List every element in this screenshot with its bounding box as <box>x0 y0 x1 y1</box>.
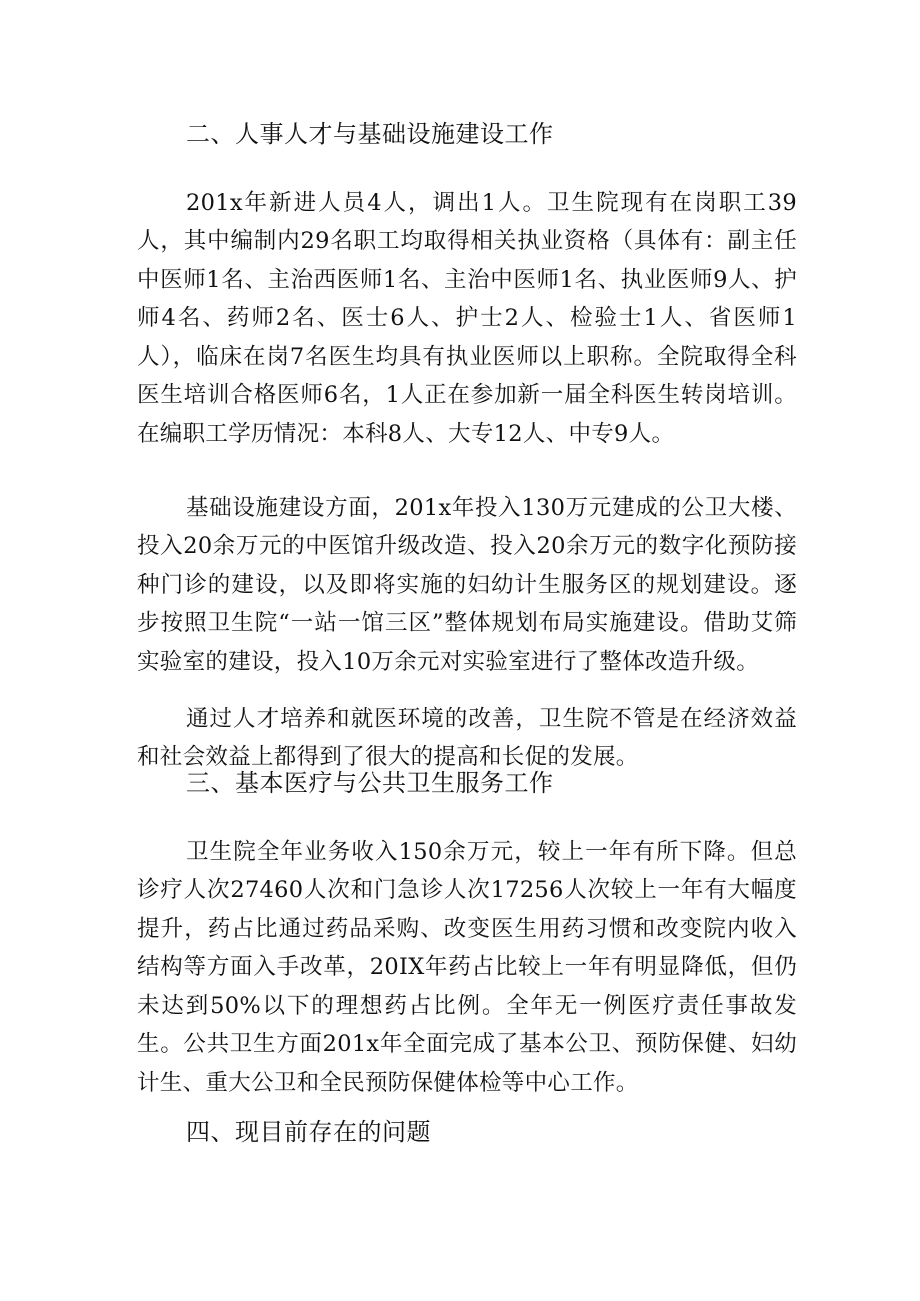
section-heading-personnel-infrastructure: 二、人事人才与基础设施建设工作 <box>186 120 554 148</box>
paragraph-improvement-summary: 通过人才培养和就医环境的改善，卫生院不管是在经济效益和社会效益上都得到了很大的提高和长促的发展。 <box>137 705 797 770</box>
paragraph-personnel: 201x年新进人员4人，调出1人。卫生院现有在岗职工39人，其中编制内29名职工均取得相关执业资格（具体有：副主任中医师1名、主治西医师1名、主治中医师1名、执业医师9人、护师4名、药师2名、医士6人、护士2人、检验士1人、省医师1人），临床在岗7名医生均具有执业医师以上职称。全院取得全科医生培训合格医师6名，1人正在参加新一届全科医生转岗培训。在编职工学历情况：本科8人、大专12人、中专9人。 <box>137 189 797 447</box>
paragraph-medical-services: 卫生院全年业务收入150余万元，较上一年有所下降。但总诊疗人次27460人次和门急诊人次17256人次较上一年有大幅度提升，药占比通过药品采购、改变医生用药习惯和改变院内收入结构等方面入手改革，20IX年药占比较上一年有明显降低，但仍未达到50%以下的理想药占比例。全年无一例医疗责任事故发生。公共卫生方面201x年全面完成了基本公卫、预防保健、妇幼计生、重大公卫和全民预防保健体检等中心工作。 <box>137 838 797 1096</box>
paragraph-infrastructure: 基础设施建设方面，201x年投入130万元建成的公卫大楼、投入20余万元的中医馆升级改造、投入20余万元的数字化预防接种门诊的建设，以及即将实施的妇幼计生服务区的规划建设。逐步按照卫生院“一站一馆三区”整体规划布局实施建设。借助艾筛实验室的建设，投入10万余元对实验室进行了整体改造升级。 <box>137 494 797 675</box>
section-heading-current-problems: 四、现目前存在的问题 <box>186 1118 431 1146</box>
section-heading-medical-public-health: 三、基本医疗与公共卫生服务工作 <box>186 769 554 797</box>
